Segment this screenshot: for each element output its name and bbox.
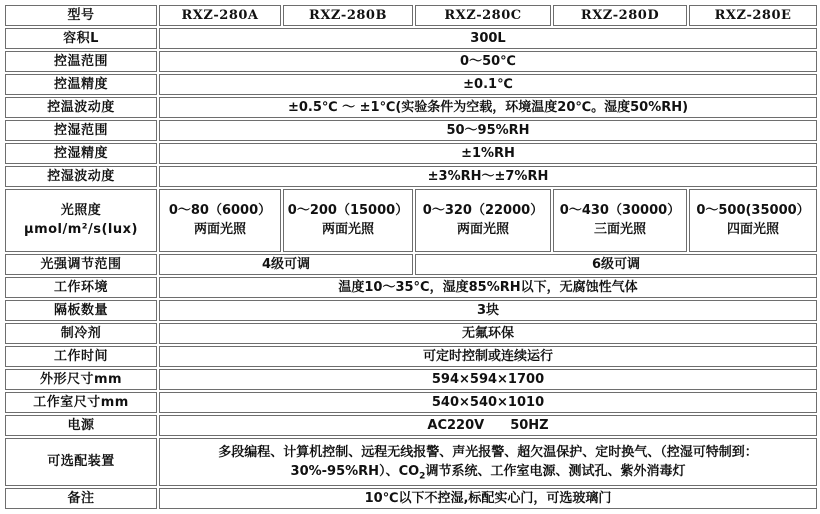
value-work-time: 可定时控制或连续运行 <box>159 346 817 367</box>
value-shelves: 3块 <box>159 300 817 321</box>
options-line1: 多段编程、计算机控制、远程无线报警、声光报警、超欠温保护、定时换气、（控湿可特制到： <box>218 444 758 460</box>
label-shelves: 隔板数量 <box>5 300 157 321</box>
illuminance-c <box>415 189 551 252</box>
label-humidity-fluctuation: 控湿波动度 <box>5 166 157 187</box>
label-illuminance-line2: μmol/m²/s(lux) <box>24 222 138 238</box>
illuminance-d-range: 0～430（30000） <box>559 203 681 219</box>
illuminance-b <box>283 189 413 252</box>
value-remarks: 10℃以下不控湿,标配实心门，可选玻璃门 <box>159 488 817 509</box>
label-work-env: 工作环境 <box>5 277 157 298</box>
row-work-env <box>5 277 817 298</box>
label-illuminance-line1: 光照度 <box>60 203 102 219</box>
value-temp-precision: ±0.1℃ <box>159 74 817 95</box>
illuminance-a <box>159 189 281 252</box>
label-model: 型号 <box>5 5 157 26</box>
illuminance-b-mode: 两面光照 <box>321 222 374 238</box>
label-temp-fluctuation: 控温波动度 <box>5 97 157 118</box>
value-light-adjust-ab: 4级可调 <box>159 254 413 275</box>
label-humidity-precision: 控湿精度 <box>5 143 157 164</box>
illuminance-d <box>553 189 687 252</box>
model-d: RXZ-280D <box>553 5 687 26</box>
options-line2-sub: 2 <box>419 471 426 482</box>
label-temp-precision: 控温精度 <box>5 74 157 95</box>
illuminance-a-range: 0～80（6000） <box>168 203 272 219</box>
value-humidity-precision: ±1%RH <box>159 143 817 164</box>
value-outer-size: 594×594×1700 <box>159 369 817 390</box>
illuminance-a-mode: 两面光照 <box>193 222 246 238</box>
row-humidity-range <box>5 120 817 141</box>
row-temp-fluctuation <box>5 97 817 118</box>
row-work-time <box>5 346 817 367</box>
row-light-adjust <box>5 254 817 275</box>
row-remarks <box>5 488 817 509</box>
illuminance-c-mode: 两面光照 <box>456 222 509 238</box>
value-volume: 300L <box>159 28 817 49</box>
label-temp-range: 控温范围 <box>5 51 157 72</box>
value-power: AC220V 50HZ <box>159 415 817 436</box>
spec-table <box>3 3 819 511</box>
model-b: RXZ-280B <box>283 5 413 26</box>
row-temp-range <box>5 51 817 72</box>
value-chamber-size: 540×540×1010 <box>159 392 817 413</box>
row-refrigerant <box>5 323 817 344</box>
row-outer-size <box>5 369 817 390</box>
illuminance-e-mode: 四面光照 <box>726 222 779 238</box>
label-light-adjust: 光强调节范围 <box>5 254 157 275</box>
options-line2-a: 30%-95%RH）、CO <box>290 463 420 479</box>
value-humidity-range: 50～95%RH <box>159 120 817 141</box>
row-temp-precision <box>5 74 817 95</box>
label-humidity-range: 控湿范围 <box>5 120 157 141</box>
row-illuminance <box>5 189 817 252</box>
options-line2-b: 调节系统、工作室电源、测试孔、紫外消毒灯 <box>425 463 686 479</box>
illuminance-d-mode: 三面光照 <box>593 222 646 238</box>
model-c: RXZ-280C <box>415 5 551 26</box>
row-humidity-fluctuation <box>5 166 817 187</box>
illuminance-e <box>689 189 817 252</box>
value-refrigerant: 无氟环保 <box>159 323 817 344</box>
row-humidity-precision <box>5 143 817 164</box>
label-volume: 容积L <box>5 28 157 49</box>
options-line2 <box>163 462 813 481</box>
value-light-adjust-cde: 6级可调 <box>415 254 817 275</box>
label-work-time: 工作时间 <box>5 346 157 367</box>
illuminance-e-range: 0～500(35000） <box>696 203 810 219</box>
label-refrigerant: 制冷剂 <box>5 323 157 344</box>
label-options: 可选配装置 <box>5 438 157 486</box>
label-outer-size: 外形尺寸mm <box>5 369 157 390</box>
value-work-env: 温度10～35°C，湿度85%RH以下，无腐蚀性气体 <box>159 277 817 298</box>
row-shelves <box>5 300 817 321</box>
row-chamber-size <box>5 392 817 413</box>
model-e: RXZ-280E <box>689 5 817 26</box>
row-volume <box>5 28 817 49</box>
label-illuminance <box>5 189 157 252</box>
illuminance-c-range: 0～320（22000） <box>422 203 544 219</box>
row-model <box>5 5 817 26</box>
value-temp-fluctuation: ±0.5℃ ～ ±1℃(实验条件为空载，环境温度20℃。湿度50%RH) <box>159 97 817 118</box>
value-humidity-fluctuation: ±3%RH～±7%RH <box>159 166 817 187</box>
illuminance-b-range: 0～200（15000） <box>287 203 409 219</box>
row-power <box>5 415 817 436</box>
value-options <box>159 438 817 486</box>
value-temp-range: 0～50℃ <box>159 51 817 72</box>
label-power: 电源 <box>5 415 157 436</box>
model-a: RXZ-280A <box>159 5 281 26</box>
label-remarks: 备注 <box>5 488 157 509</box>
label-chamber-size: 工作室尺寸mm <box>5 392 157 413</box>
row-options <box>5 438 817 486</box>
